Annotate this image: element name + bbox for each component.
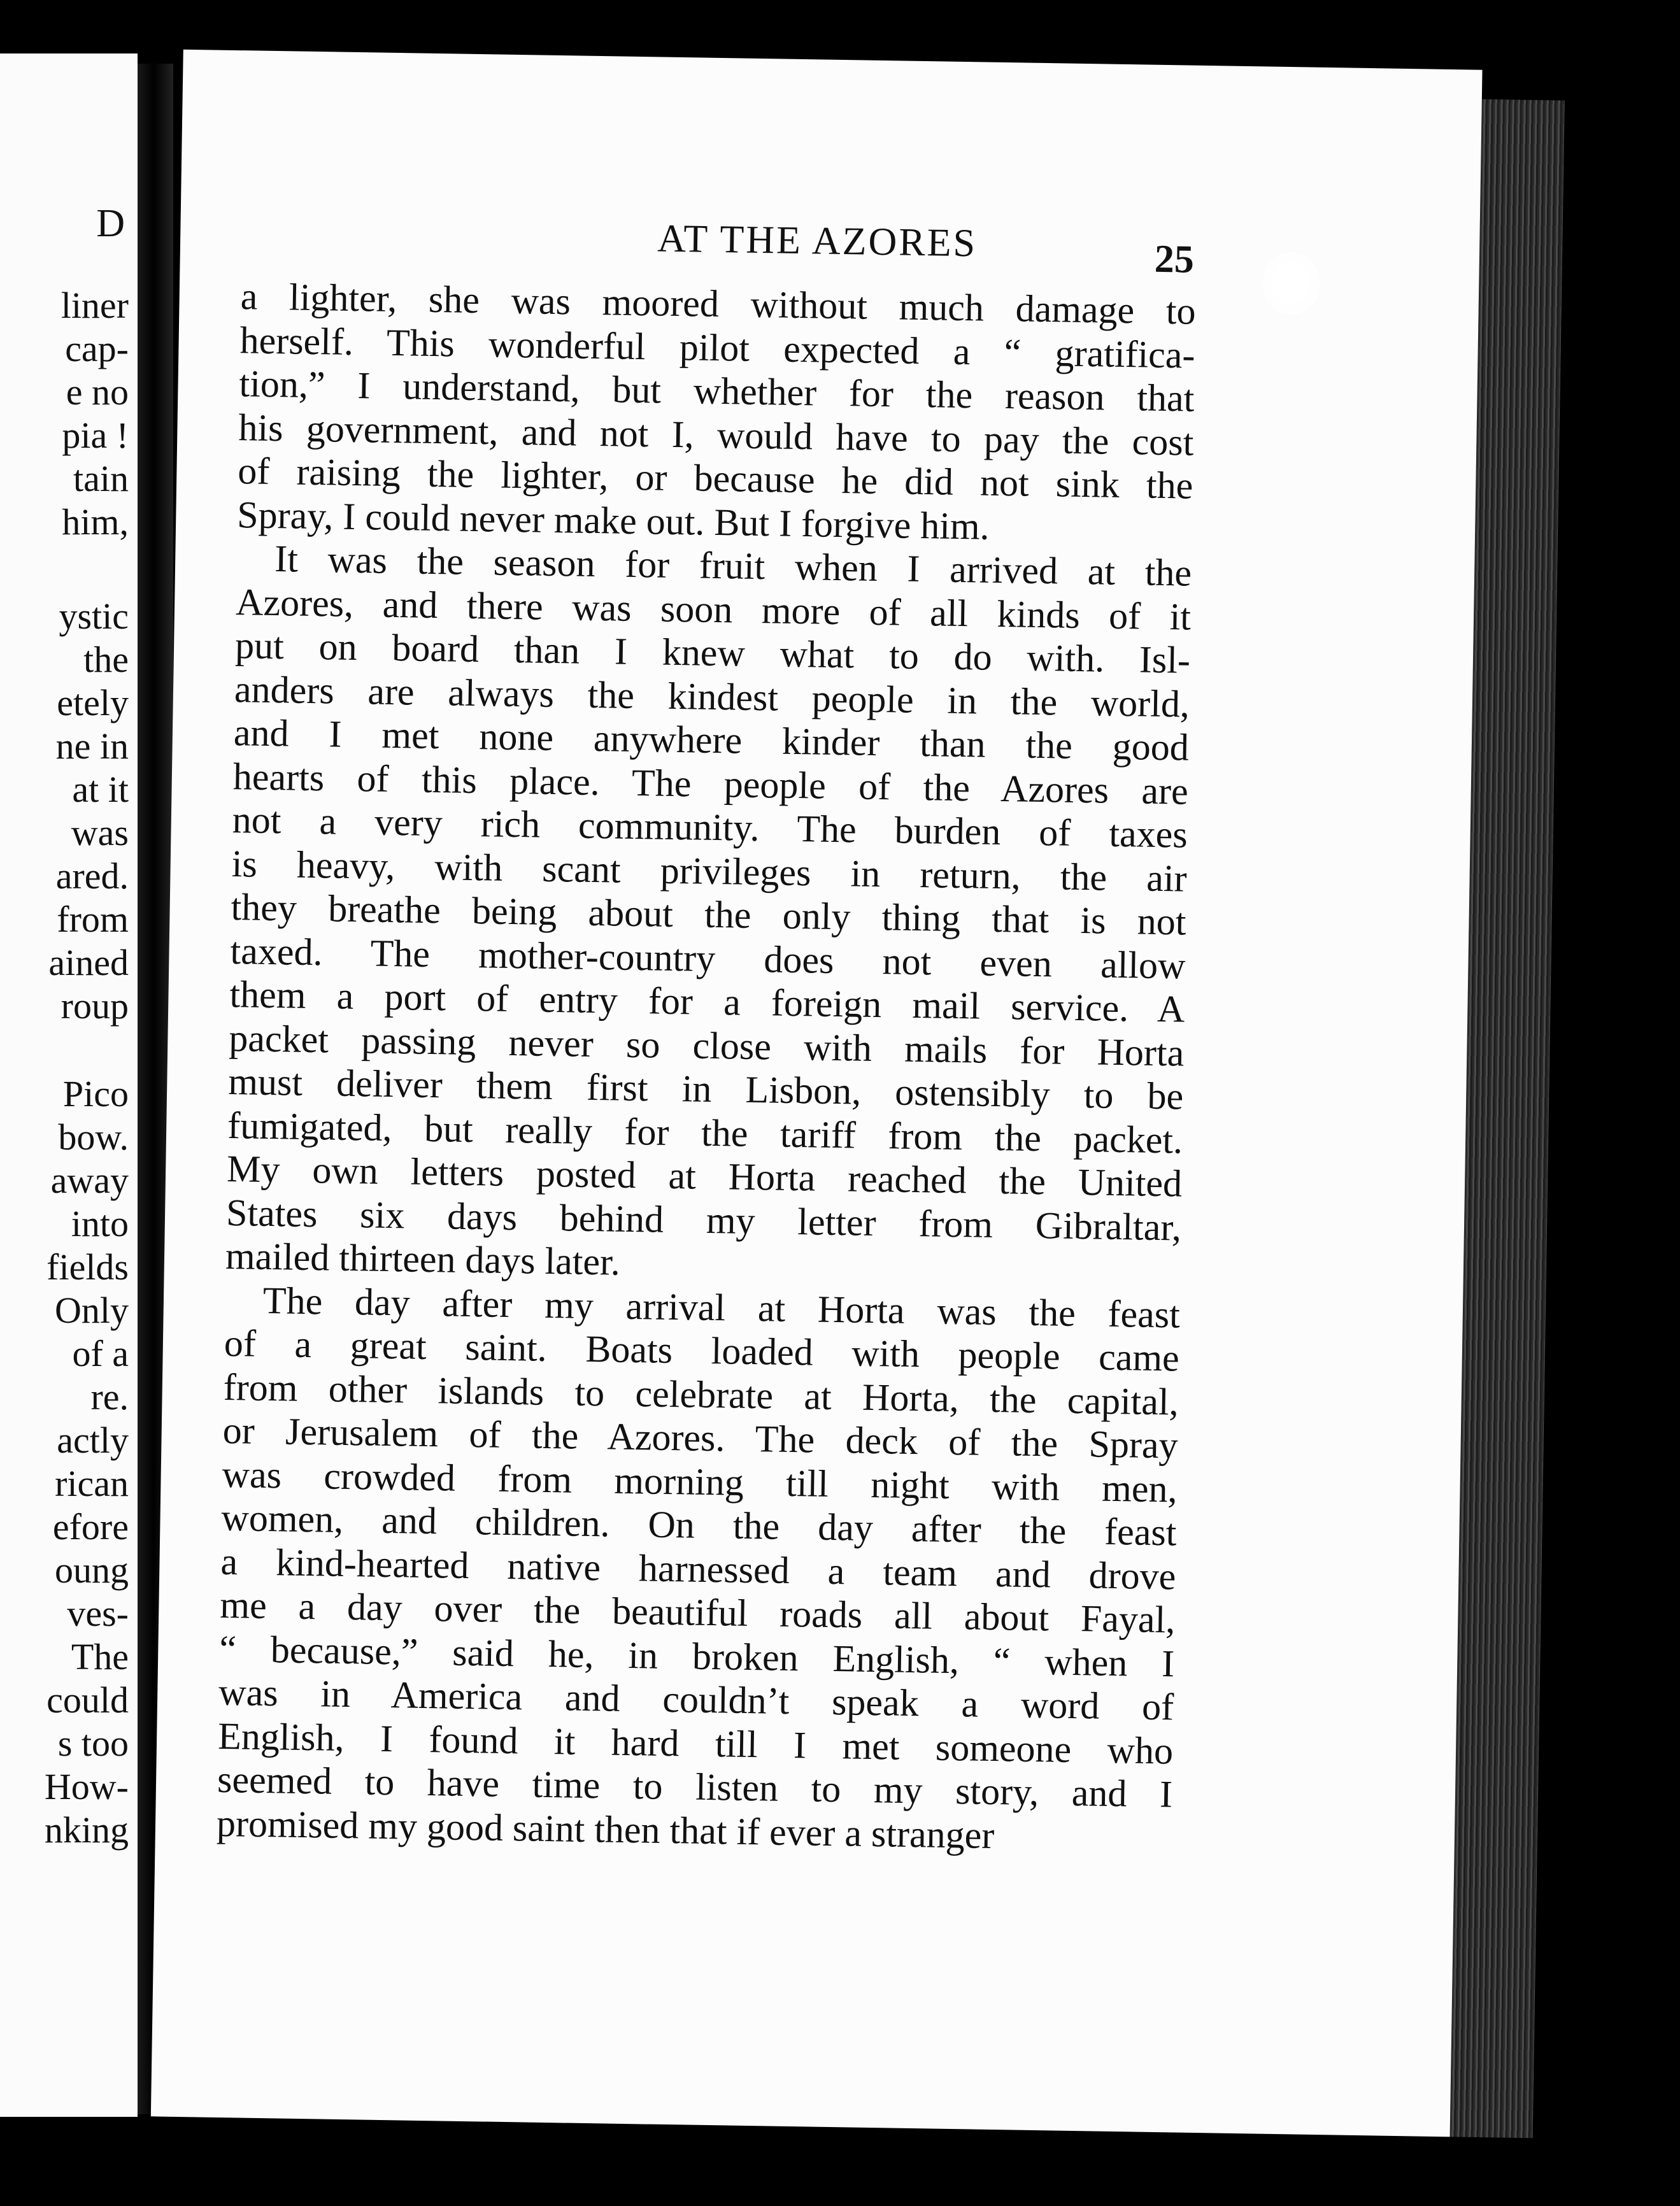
text-line: hearts of this place. The people of the Azores are (232, 755, 1189, 813)
text-line: States six days behind my letter from Gibraltar, (225, 1191, 1182, 1249)
left-page-line: from (57, 899, 129, 940)
left-page-line: of a (72, 1333, 129, 1374)
left-page-line: etely (57, 682, 129, 723)
text-line: seemed to have time to listen to my story, and I (217, 1758, 1173, 1816)
paper-blemish (1262, 251, 1320, 315)
left-page-line: bow. (58, 1116, 129, 1158)
text-line: mailed thirteen days later. (225, 1234, 621, 1283)
page-number: 25 (1154, 237, 1195, 281)
left-page-line: oung (55, 1549, 129, 1591)
left-page-line: tain (73, 458, 129, 499)
text-line: Azores, and there was soon more of all kinds of it (235, 580, 1192, 638)
text-line: or Jerusalem of the Azores. The deck of the Spray (222, 1409, 1179, 1467)
text-line: not a very rich community. The burden of taxes (232, 799, 1188, 856)
text-line: me a day over the beautiful roads all about Fayal, (219, 1583, 1176, 1641)
text-line: and I met none anywhere kinder than the good (233, 711, 1190, 769)
text-line: they breathe being about the only thing that is not (231, 886, 1187, 943)
text-line: put on board than I knew what to do with. Isl- (234, 624, 1191, 681)
text-line: The day after my arrival at Horta was the feast (262, 1279, 1181, 1336)
left-page-line: nking (44, 1809, 129, 1851)
running-head: AT THE AZORES (657, 217, 978, 266)
text-line: his government, and not I, would have to pay the cost (238, 406, 1194, 464)
text-line: tion,” I understand, but whether for the reason that (239, 362, 1195, 420)
left-page-line: ared. (55, 855, 129, 897)
left-page-line: ained (48, 942, 129, 983)
text-line: packet passing never so close with mails for Horta (228, 1016, 1185, 1074)
text-line: promised my good saint then that if ever a stranger (216, 1802, 995, 1856)
left-page-line: efore (52, 1506, 129, 1548)
left-page-line: the (83, 639, 129, 680)
text-line: a kind-hearted native harnessed a team and drove (220, 1540, 1176, 1597)
text-line: English, I found it hard till I met someone who (217, 1714, 1174, 1772)
text-line: My own letters posted at Horta reached the United (226, 1148, 1183, 1205)
text-line: was crowded from morning till night with men, (222, 1453, 1178, 1510)
text-line: a lighter, she was moored without much damage to (240, 275, 1197, 332)
left-page-line: into (71, 1203, 129, 1244)
left-page-line: could (46, 1679, 129, 1721)
left-page-fragment (0, 53, 138, 2117)
text-line: fumigated, but really for the tariff from the packet. (227, 1104, 1183, 1162)
left-page-line: ves- (67, 1593, 129, 1634)
text-line: from other islands to celebrate at Horta, the capital, (223, 1365, 1179, 1423)
left-page-line: actly (57, 1420, 129, 1461)
left-page-line: e no (66, 371, 129, 413)
left-page-line: roup (61, 985, 129, 1027)
text-line: is heavy, with scant privileges in return, the air (231, 842, 1188, 900)
left-page-line: at it (72, 769, 129, 810)
text-line: herself. This wonderful pilot expected a “ gratifica- (239, 318, 1196, 376)
left-page-line: How- (44, 1766, 129, 1807)
left-page-line: The (71, 1636, 129, 1677)
text-line: Spray, I could never make out. But I forgive him. (236, 493, 990, 548)
left-page-line: away (50, 1160, 129, 1201)
left-page-line: re. (90, 1376, 129, 1418)
text-line: them a port of entry for a foreign mail service. A (229, 973, 1185, 1030)
text-line: It was the season for fruit when I arrived at the (274, 537, 1192, 594)
text-line: taxed. The mother-country does not even allow (230, 929, 1186, 987)
left-page-header-fragment: D (96, 202, 126, 245)
page-wrapper (150, 41, 1521, 2163)
book-page (151, 50, 1483, 2137)
text-line: “ because,” said he, in broken English, “ when I (218, 1627, 1175, 1684)
text-line: women, and children. On the day after the feast (221, 1496, 1177, 1554)
text-line: anders are always the kindest people in the world, (234, 667, 1190, 725)
left-page-line: cap- (65, 328, 129, 369)
left-page-line: Pico (62, 1073, 129, 1114)
body-text (217, 274, 1197, 1860)
text-line: of a great saint. Boats loaded with people came (224, 1321, 1180, 1379)
left-page-line: ne in (55, 725, 129, 767)
text-line: of raising the lighter, or because he did not sink the (237, 450, 1193, 507)
text-line: must deliver them first in Lisbon, ostensibly to be (227, 1060, 1184, 1118)
left-page-line: ystic (59, 595, 129, 637)
left-page-line: liner (61, 285, 129, 326)
left-page-line: rican (55, 1463, 129, 1504)
left-page-line: him, (62, 501, 129, 543)
left-page-line: s too (57, 1723, 129, 1764)
left-page-line: fields (46, 1246, 129, 1288)
left-page-line: Only (55, 1290, 129, 1331)
left-page-line: was (71, 812, 129, 853)
text-line: was in America and couldn’t speak a word of (218, 1670, 1174, 1728)
left-page-line: pia ! (62, 415, 129, 456)
